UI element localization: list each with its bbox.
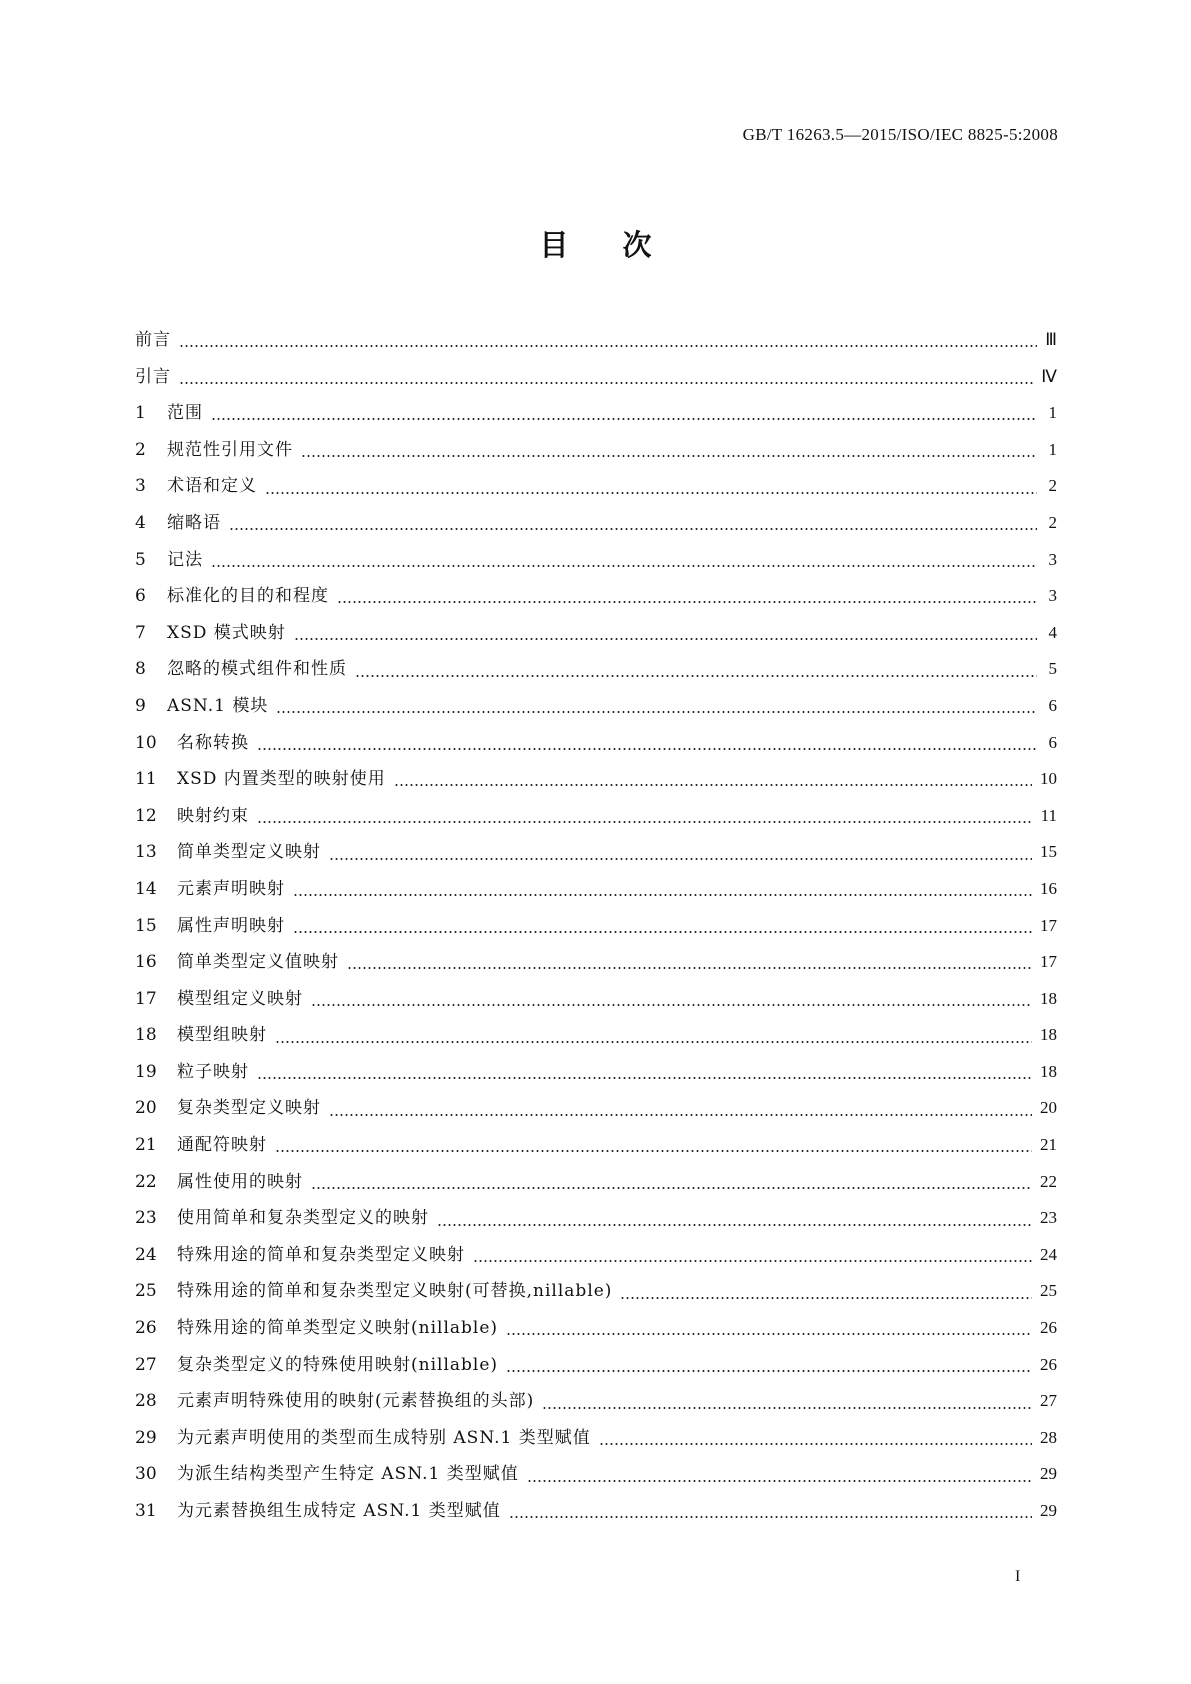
- toc-entry[interactable]: [135, 581, 1057, 618]
- toc-dot-leader: [355, 675, 1037, 677]
- toc-entry-number: 17: [135, 988, 157, 1009]
- toc-entry-title: 引言: [135, 366, 171, 387]
- toc-entry-page: 1: [1048, 439, 1057, 459]
- toc-entry-title: 使用简单和复杂类型定义的映射: [177, 1208, 429, 1229]
- toc-entry-page: 6: [1048, 732, 1057, 752]
- toc-entry-title: 映射约束: [177, 805, 249, 826]
- toc-entry-number: 26: [135, 1318, 157, 1339]
- toc-dot-leader: [275, 1041, 1032, 1043]
- toc-entry[interactable]: [135, 691, 1057, 728]
- toc-entry[interactable]: [135, 764, 1057, 801]
- toc-entry-number: 31: [135, 1501, 157, 1521]
- toc-entry-number: 9: [135, 695, 146, 716]
- toc-entry-number: 2: [135, 439, 146, 460]
- toc-entry-page: 27: [1040, 1391, 1057, 1411]
- table-of-contents: [135, 325, 1057, 1533]
- toc-entry-title: 属性使用的映射: [177, 1171, 303, 1192]
- toc-dot-leader: [301, 455, 1037, 457]
- toc-entry-title: 记法: [167, 549, 203, 570]
- toc-entry-page: 29: [1040, 1501, 1057, 1520]
- page-number: I: [1015, 1568, 1021, 1585]
- toc-entry-number: 18: [135, 1025, 157, 1046]
- toc-entry[interactable]: [135, 1350, 1057, 1387]
- toc-dot-leader: [337, 601, 1037, 603]
- toc-entry-number: 10: [135, 732, 157, 753]
- toc-entry-title: ASN.1 模块: [167, 695, 269, 716]
- toc-entry-page: 10: [1040, 769, 1057, 789]
- toc-entry[interactable]: [135, 801, 1057, 838]
- toc-entry-number: 25: [135, 1281, 157, 1302]
- toc-entry-page: 26: [1040, 1318, 1057, 1338]
- toc-entry-number: 15: [135, 915, 157, 936]
- toc-entry-number: 3: [135, 476, 146, 497]
- toc-entry-title: 特殊用途的简单和复杂类型定义映射: [177, 1244, 465, 1265]
- toc-entry-title: 模型组定义映射: [177, 988, 303, 1009]
- toc-dot-leader: [506, 1370, 1032, 1372]
- toc-entry-page: 15: [1040, 842, 1057, 862]
- toc-entry-title: 规范性引用文件: [167, 439, 293, 460]
- toc-entry-title: 忽略的模式组件和性质: [167, 659, 347, 680]
- toc-entry-title: 简单类型定义映射: [177, 842, 321, 863]
- toc-entry[interactable]: [135, 1203, 1057, 1240]
- toc-dot-leader: [211, 418, 1037, 420]
- toc-entry[interactable]: [135, 1167, 1057, 1204]
- toc-entry[interactable]: [135, 654, 1057, 691]
- toc-entry[interactable]: [135, 1057, 1057, 1094]
- toc-dot-leader: [506, 1333, 1032, 1335]
- toc-entry[interactable]: [135, 1386, 1057, 1423]
- toc-dot-leader: [542, 1407, 1032, 1409]
- toc-entry-page: 22: [1040, 1171, 1057, 1191]
- toc-entry-page: 20: [1040, 1098, 1057, 1118]
- toc-entry[interactable]: [135, 362, 1057, 399]
- toc-entry-title: 粒子映射: [177, 1061, 249, 1082]
- toc-entry-page: 16: [1040, 878, 1057, 898]
- toc-dot-leader: [527, 1480, 1032, 1482]
- toc-entry[interactable]: [135, 947, 1057, 984]
- toc-entry-number: 24: [135, 1244, 157, 1265]
- toc-entry-number: 8: [135, 659, 146, 680]
- toc-entry-number: 27: [135, 1354, 157, 1375]
- toc-entry-title: 为派生结构类型产生特定 ASN.1 类型赋值: [177, 1464, 519, 1485]
- toc-entry-title: 缩略语: [167, 512, 221, 533]
- toc-entry-number: 14: [135, 878, 157, 899]
- toc-entry[interactable]: [135, 1020, 1057, 1057]
- standard-number-header: GB/T 16263.5—2015/ISO/IEC 8825-5:2008: [742, 125, 1058, 144]
- toc-dot-leader: [311, 1187, 1032, 1189]
- toc-dot-leader: [329, 858, 1032, 860]
- toc-entry-number: 21: [135, 1135, 157, 1156]
- toc-dot-leader: [257, 1077, 1032, 1079]
- toc-entry-page: 6: [1048, 695, 1057, 715]
- toc-entry-page: 17: [1040, 952, 1057, 972]
- toc-dot-leader: [179, 382, 1033, 384]
- toc-entry-title: 为元素替换组生成特定 ASN.1 类型赋值: [177, 1501, 501, 1521]
- toc-entry-title: 复杂类型定义的特殊使用映射(nillable): [177, 1354, 499, 1375]
- toc-entry-title: 为元素声明使用的类型而生成特别 ASN.1 类型赋值: [177, 1427, 591, 1448]
- toc-entry-page: 18: [1040, 1061, 1057, 1081]
- toc-entry-page: 2: [1048, 476, 1057, 496]
- toc-entry-title: XSD 模式映射: [167, 622, 286, 643]
- toc-entry-title: 特殊用途的简单和复杂类型定义映射(可替换,nillable): [177, 1281, 613, 1302]
- toc-dot-leader: [394, 784, 1032, 786]
- toc-entry-page: 25: [1040, 1281, 1057, 1301]
- toc-entry-title: 特殊用途的简单类型定义映射(nillable): [177, 1318, 499, 1339]
- toc-dot-leader: [179, 345, 1037, 347]
- toc-entry-title: 名称转换: [177, 732, 249, 753]
- toc-entry[interactable]: [135, 1276, 1057, 1313]
- toc-entry[interactable]: [135, 1459, 1057, 1496]
- toc-dot-leader: [275, 1150, 1032, 1152]
- toc-dot-leader: [473, 1260, 1032, 1262]
- toc-entry-number: 11: [135, 769, 157, 790]
- toc-entry[interactable]: [135, 508, 1057, 545]
- toc-dot-leader: [329, 1114, 1032, 1116]
- toc-entry-page: 4: [1048, 622, 1057, 642]
- toc-entry-page: 23: [1040, 1208, 1057, 1228]
- toc-entry-number: 4: [135, 512, 146, 533]
- toc-entry-title: 复杂类型定义映射: [177, 1098, 321, 1119]
- toc-dot-leader: [211, 565, 1037, 567]
- toc-entry-title: 元素声明映射: [177, 878, 285, 899]
- toc-dot-leader: [347, 967, 1032, 969]
- toc-entry-number: 22: [135, 1171, 157, 1192]
- toc-entry-title: 范围: [167, 403, 203, 424]
- toc-entry-number: 16: [135, 952, 157, 973]
- toc-entry-title: 前言: [135, 330, 171, 350]
- toc-dot-leader: [437, 1224, 1032, 1226]
- toc-entry[interactable]: [135, 545, 1057, 582]
- toc-entry-page: 18: [1040, 1025, 1057, 1045]
- toc-dot-leader: [276, 711, 1037, 713]
- toc-dot-leader: [293, 931, 1032, 933]
- toc-entry-page: 17: [1040, 915, 1057, 935]
- toc-entry-page: 24: [1040, 1244, 1057, 1264]
- toc-dot-leader: [257, 748, 1037, 750]
- toc-entry-number: 6: [135, 586, 146, 607]
- toc-dot-leader: [620, 1297, 1032, 1299]
- toc-entry-page: 5: [1048, 659, 1057, 679]
- toc-entry[interactable]: [135, 1240, 1057, 1277]
- toc-entry-page: 2: [1048, 512, 1057, 532]
- toc-entry-number: 30: [135, 1464, 157, 1485]
- toc-entry-number: 1: [135, 403, 146, 424]
- toc-entry[interactable]: [135, 874, 1057, 911]
- toc-entry[interactable]: [135, 984, 1057, 1021]
- toc-dot-leader: [599, 1443, 1032, 1445]
- toc-entry[interactable]: [135, 471, 1057, 508]
- toc-entry-page: 3: [1048, 549, 1057, 569]
- toc-entry[interactable]: [135, 1313, 1057, 1350]
- toc-entry-title: 模型组映射: [177, 1025, 267, 1046]
- toc-entry-number: 23: [135, 1208, 157, 1229]
- toc-entry[interactable]: [135, 1423, 1057, 1460]
- toc-entry-number: 29: [135, 1427, 157, 1448]
- toc-entry-page: 21: [1040, 1135, 1057, 1155]
- toc-entry[interactable]: [135, 325, 1057, 362]
- page-title: 目次: [539, 228, 706, 262]
- toc-dot-leader: [293, 894, 1032, 896]
- toc-entry[interactable]: [135, 728, 1057, 765]
- toc-entry-title: 简单类型定义值映射: [177, 952, 339, 973]
- toc-dot-leader: [229, 528, 1037, 530]
- toc-entry-number: 19: [135, 1061, 157, 1082]
- toc-entry-number: 20: [135, 1098, 157, 1119]
- toc-entry-title: 通配符映射: [177, 1135, 267, 1156]
- toc-entry[interactable]: [135, 1093, 1057, 1130]
- toc-entry[interactable]: [135, 1130, 1057, 1167]
- toc-entry-title: 属性声明映射: [177, 915, 285, 936]
- toc-entry-page: Ⅳ: [1041, 366, 1057, 386]
- toc-entry-page: 11: [1040, 805, 1057, 825]
- toc-dot-leader: [257, 821, 1033, 823]
- toc-entry-page: 3: [1048, 586, 1057, 606]
- toc-entry-page: 28: [1040, 1427, 1057, 1447]
- toc-entry[interactable]: [135, 837, 1057, 874]
- toc-entry[interactable]: [135, 618, 1057, 655]
- toc-entry-page: 26: [1040, 1354, 1057, 1374]
- toc-entry-title: 标准化的目的和程度: [167, 586, 329, 607]
- toc-entry-number: 7: [135, 622, 146, 643]
- toc-dot-leader: [509, 1516, 1032, 1518]
- toc-entry-number: 12: [135, 805, 157, 826]
- toc-entry-page: 29: [1040, 1464, 1057, 1484]
- toc-dot-leader: [311, 1004, 1032, 1006]
- toc-entry-number: 28: [135, 1391, 157, 1412]
- toc-entry-title: XSD 内置类型的映射使用: [177, 769, 386, 790]
- toc-dot-leader: [294, 638, 1037, 640]
- toc-entry[interactable]: [135, 435, 1057, 472]
- toc-entry-number: 5: [135, 549, 146, 570]
- toc-entry-page: 1: [1048, 403, 1057, 423]
- toc-entry[interactable]: [135, 398, 1057, 435]
- toc-entry-number: 13: [135, 842, 157, 863]
- toc-entry-title: 元素声明特殊使用的映射(元素替换组的头部): [177, 1391, 535, 1412]
- toc-entry-page: Ⅲ: [1045, 330, 1057, 349]
- toc-entry[interactable]: [135, 911, 1057, 948]
- toc-entry-title: 术语和定义: [167, 476, 257, 497]
- toc-entry-page: 18: [1040, 988, 1057, 1008]
- toc-dot-leader: [265, 492, 1037, 494]
- toc-entry[interactable]: [135, 1496, 1057, 1533]
